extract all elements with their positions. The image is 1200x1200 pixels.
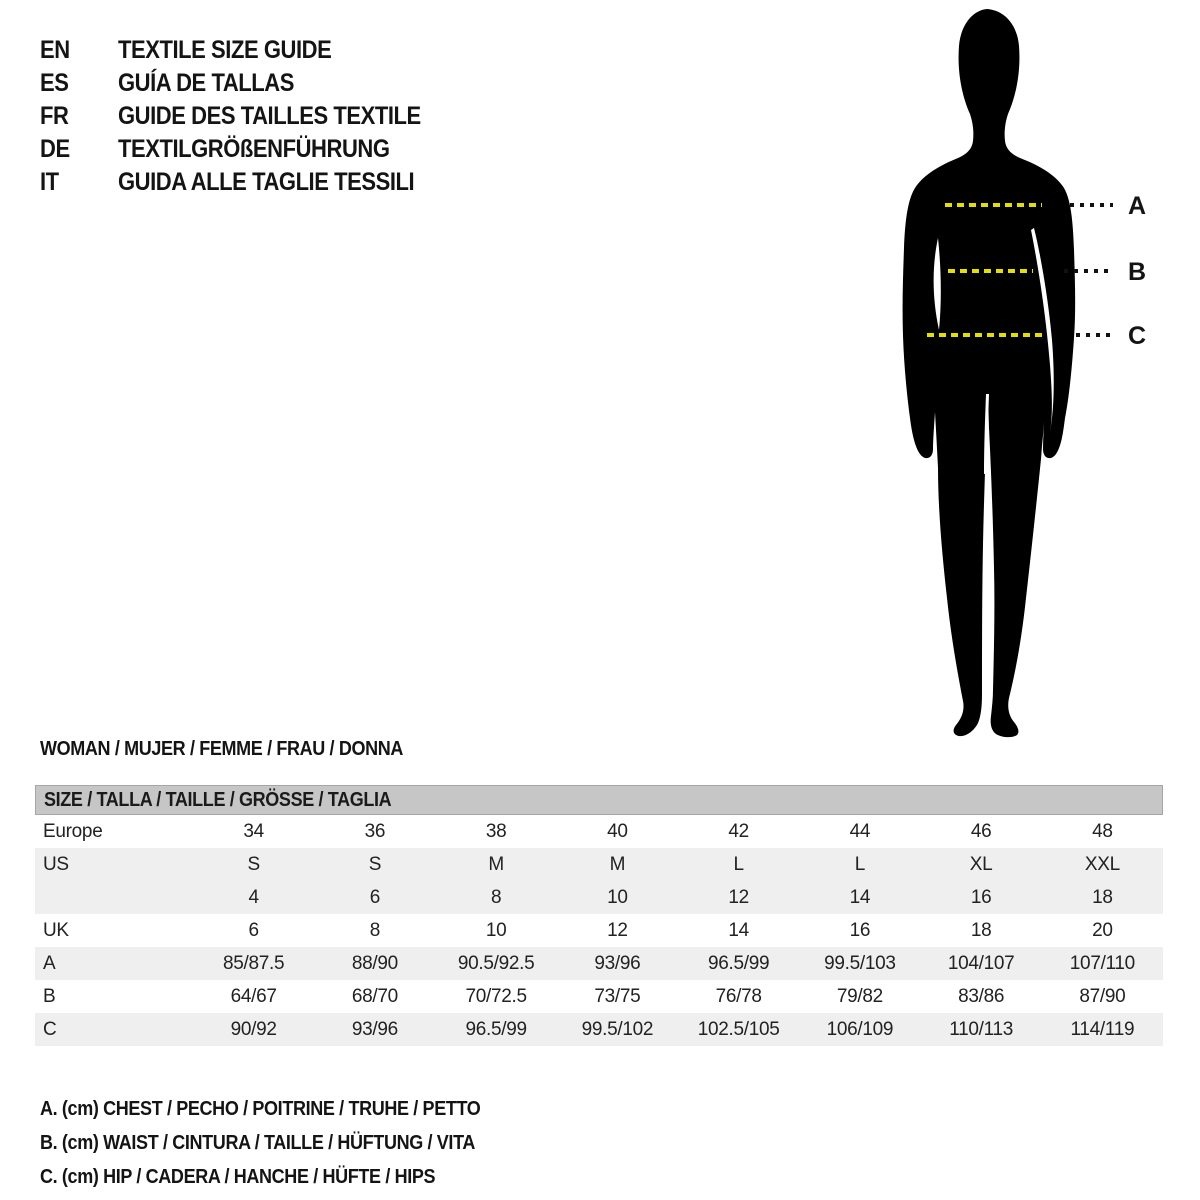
measure-value: 83/86 bbox=[958, 985, 1005, 1007]
size-value: 14 bbox=[728, 919, 749, 941]
marker-label-b: B bbox=[1128, 258, 1147, 286]
row-label: Europe bbox=[43, 820, 103, 842]
row-label: US bbox=[43, 853, 69, 875]
table-row-waist bbox=[35, 980, 1163, 1013]
language-title-list bbox=[40, 34, 462, 199]
language-code: FR bbox=[40, 102, 69, 130]
woman-silhouette bbox=[903, 9, 1076, 737]
measure-value: 114/119 bbox=[1070, 1018, 1135, 1040]
size-value: 6 bbox=[248, 919, 259, 941]
size-table-header-label: SIZE / TALLA / TAILLE / GRÖSSE / TAGLIA bbox=[44, 789, 392, 811]
size-value: 36 bbox=[364, 820, 386, 842]
legend-waist: B. (cm) WAIST / CINTURA / TAILLE / HÜFTUNG / VITA bbox=[40, 1132, 476, 1154]
size-value: 8 bbox=[369, 919, 381, 941]
size-value: L bbox=[854, 853, 866, 875]
measure-value: 96.5/99 bbox=[707, 952, 770, 974]
measure-value: 88/90 bbox=[351, 952, 398, 974]
measure-value: 99.5/102 bbox=[581, 1018, 654, 1040]
table-row-us-numeric bbox=[35, 881, 1163, 914]
size-value: 42 bbox=[728, 820, 749, 842]
size-value: 8 bbox=[490, 886, 502, 908]
measure-value: 90/92 bbox=[230, 1018, 277, 1040]
woman-silhouette-diagram bbox=[880, 0, 1200, 745]
size-value: XL bbox=[969, 853, 993, 875]
measure-value: 93/96 bbox=[594, 952, 641, 974]
row-label: UK bbox=[43, 919, 69, 941]
legend-hip: C. (cm) HIP / CADERA / HANCHE / HÜFTE / HIPS bbox=[40, 1166, 436, 1188]
size-value: 4 bbox=[248, 886, 259, 908]
marker-label-a: A bbox=[1128, 192, 1147, 220]
size-value: 20 bbox=[1092, 919, 1113, 941]
measurement-figure bbox=[880, 0, 1200, 745]
size-value: 10 bbox=[607, 886, 628, 908]
language-row-fr bbox=[40, 100, 462, 133]
measure-value: 85/87.5 bbox=[222, 952, 285, 974]
size-value: S bbox=[368, 853, 382, 875]
size-value: S bbox=[247, 853, 260, 875]
measure-value: 102.5/105 bbox=[697, 1018, 780, 1040]
measure-value: 96.5/99 bbox=[465, 1018, 527, 1040]
measure-value: 76/78 bbox=[715, 985, 762, 1007]
row-label: B bbox=[43, 985, 56, 1007]
table-row-us bbox=[35, 848, 1163, 881]
size-value: 14 bbox=[849, 886, 871, 908]
measure-value: 73/75 bbox=[594, 985, 641, 1007]
size-value: 10 bbox=[485, 919, 507, 941]
table-row-chest bbox=[35, 947, 1163, 980]
measure-value: 104/107 bbox=[947, 952, 1015, 974]
size-table-header bbox=[35, 785, 1163, 815]
size-value: 18 bbox=[970, 919, 992, 941]
guide-title: GUIDA ALLE TAGLIE TESSILI bbox=[118, 168, 415, 196]
language-row-de bbox=[40, 133, 462, 166]
size-value: 48 bbox=[1092, 820, 1113, 842]
table-row-uk bbox=[35, 914, 1163, 947]
size-value: L bbox=[733, 853, 744, 875]
measure-value: 106/109 bbox=[826, 1018, 894, 1040]
size-value: 18 bbox=[1092, 886, 1113, 908]
language-code: ES bbox=[40, 69, 69, 97]
gender-section-title: WOMAN / MUJER / FEMME / FRAU / DONNA bbox=[40, 738, 404, 760]
size-value: 34 bbox=[243, 820, 264, 842]
measure-value: 107/110 bbox=[1069, 952, 1135, 974]
size-value: 16 bbox=[849, 919, 871, 941]
measure-value: 93/96 bbox=[351, 1018, 398, 1040]
language-row-it bbox=[40, 166, 462, 199]
size-value: 40 bbox=[607, 820, 628, 842]
size-value: 12 bbox=[728, 886, 749, 908]
row-label: C bbox=[43, 1018, 57, 1040]
row-label: A bbox=[43, 952, 56, 974]
measure-value: 70/72.5 bbox=[465, 985, 527, 1007]
guide-title: TEXTILGRÖßENFÜHRUNG bbox=[118, 135, 390, 163]
language-row-es bbox=[40, 67, 462, 100]
size-value: 12 bbox=[607, 919, 628, 941]
marker-label-c: C bbox=[1128, 322, 1147, 350]
size-value: 38 bbox=[485, 820, 507, 842]
size-value: M bbox=[488, 853, 504, 875]
lower-leg-gap bbox=[983, 535, 987, 700]
language-code: EN bbox=[40, 36, 70, 64]
table-row-europe bbox=[35, 815, 1163, 848]
size-value: 6 bbox=[369, 886, 381, 908]
measure-value: 87/90 bbox=[1079, 985, 1126, 1007]
size-value: 16 bbox=[970, 886, 992, 908]
language-row-en bbox=[40, 34, 462, 67]
language-code: DE bbox=[40, 135, 70, 163]
size-value: M bbox=[609, 853, 626, 875]
size-value: XXL bbox=[1084, 853, 1120, 875]
measurement-legend bbox=[40, 1092, 529, 1194]
measure-value: 99.5/103 bbox=[824, 952, 896, 974]
measure-value: 79/82 bbox=[836, 985, 883, 1007]
measure-value: 90.5/92.5 bbox=[457, 952, 535, 974]
legend-chest: A. (cm) CHEST / PECHO / POITRINE / TRUHE / PETTO bbox=[40, 1098, 481, 1120]
table-row-hip bbox=[35, 1013, 1163, 1046]
measure-value: 68/70 bbox=[351, 985, 398, 1007]
size-value: 46 bbox=[970, 820, 992, 842]
guide-title: GUIDE DES TAILLES TEXTILE bbox=[118, 102, 421, 130]
guide-title: TEXTILE SIZE GUIDE bbox=[118, 36, 332, 64]
size-value: 44 bbox=[849, 820, 871, 842]
guide-title: GUÍA DE TALLAS bbox=[118, 69, 294, 97]
measure-value: 110/113 bbox=[949, 1018, 1013, 1040]
size-table bbox=[35, 785, 1163, 1046]
language-code: IT bbox=[40, 168, 59, 196]
measure-value: 64/67 bbox=[230, 985, 277, 1007]
